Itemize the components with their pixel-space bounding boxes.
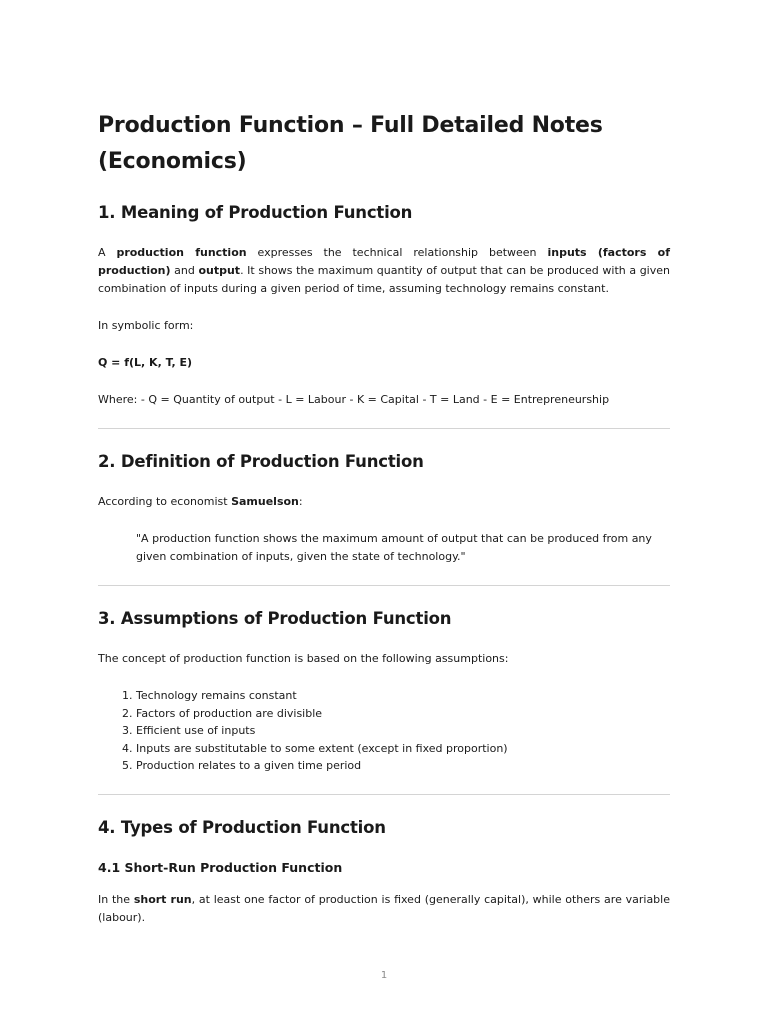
definition-quote: "A production function shows the maximum amount of output that can be produced from any given combination of inputs, given the state of technology."	[136, 532, 652, 563]
subsection-4-1-heading: 4.1 Short-Run Production Function	[98, 859, 343, 875]
bold-term: Samuelson	[231, 495, 299, 508]
text: and	[170, 264, 199, 277]
bold-term: inputs (factors of production)	[98, 246, 670, 277]
formula-legend: Where: - Q = Quantity of output - L = Labour - K = Capital - T = Land - E = Entrepreneurship	[98, 393, 610, 406]
text: In the	[98, 892, 134, 906]
section-3-intro: The concept of production function is based on the following assumptions:	[98, 652, 509, 665]
subsection-4-1-paragraph	[98, 891, 670, 927]
list-item: 1. Technology remains constant	[136, 687, 670, 705]
section-2-heading: 2. Definition of Production Function	[98, 452, 424, 471]
section-divider	[98, 428, 670, 429]
page-number: 1	[380, 970, 388, 981]
text: :	[298, 495, 303, 508]
production-formula: Q = f(L, K, T, E)	[98, 356, 193, 369]
section-1-paragraph	[98, 244, 670, 298]
bold-term: production function	[116, 246, 247, 259]
text: . It shows the maximum quantity of output that can be produced with a given combination of inputs during a given period of time, assuming technology remains constant.	[98, 264, 670, 295]
text: According to economist	[98, 495, 232, 508]
section-2-intro	[98, 493, 670, 511]
list-item: 3. Efficient use of inputs	[136, 722, 670, 740]
section-3-heading: 3. Assumptions of Production Function	[98, 609, 452, 628]
list-item: 2. Factors of production are divisible	[136, 705, 670, 723]
assumptions-list	[98, 687, 670, 775]
section-divider	[98, 794, 670, 795]
section-1-heading: 1. Meaning of Production Function	[98, 203, 413, 222]
document-page	[98, 108, 670, 946]
text: expresses the technical relationship between	[246, 246, 548, 259]
bold-term: output	[198, 264, 241, 277]
section-4-heading: 4. Types of Production Function	[98, 817, 386, 837]
text: , at least one factor of production is fixed (generally capital), while others are variable (labour).	[98, 892, 670, 924]
list-item: 5. Production relates to a given time period	[136, 757, 670, 775]
bold-term: short run	[133, 892, 192, 906]
symbolic-form-label: In symbolic form:	[98, 319, 194, 332]
document-title: Production Function – Full Detailed Notes (Economics)	[98, 113, 603, 174]
text: A	[98, 246, 117, 259]
list-item: 4. Inputs are substitutable to some extent (except in fixed proportion)	[136, 740, 670, 758]
section-divider	[98, 585, 670, 586]
